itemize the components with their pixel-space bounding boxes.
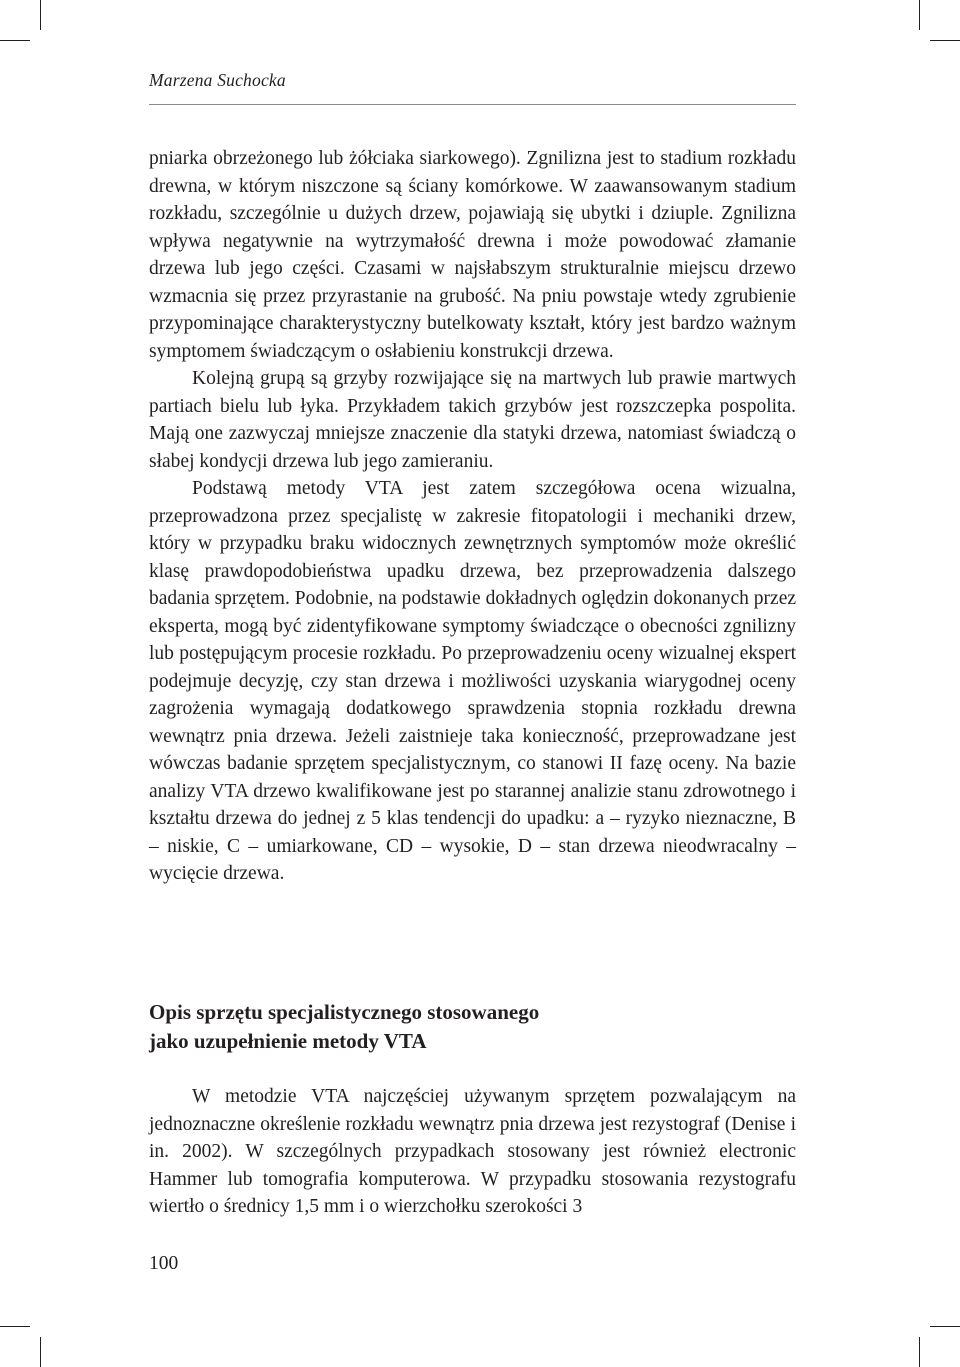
crop-mark-bottom-left: [40, 1337, 41, 1367]
running-head: Marzena Suchocka: [149, 70, 286, 90]
crop-mark-bottom-right: [919, 1337, 920, 1367]
crop-mark-left-top: [0, 40, 30, 41]
crop-mark-top-left: [40, 0, 41, 30]
crop-mark-left-bottom: [0, 1326, 30, 1327]
page-number: 100: [149, 1253, 179, 1274]
body-text: [149, 145, 796, 888]
section-heading: [149, 998, 796, 1055]
body-paragraph: pniarka obrzeżonego lub żółciaka siarkowego). Zgnilizna jest to stadium rozkładu drewna, w którym niszczone są ściany komórkowe. W zaawansowanym stadium rozkładu, szczególnie u dużych drzew, pojawiają się ubytki i dziuple. Zgnilizna wpływa negatywnie na wytrzymałość drewna i może powodować złamanie drzewa lub jego części. Czasami w najsłabszym strukturalnie miejscu drzewo wzmacnia się przez przyrastanie na grubość. Na pniu powstaje wtedy zgrubienie przypominające charakterystyczny butelkowaty kształt, który jest bardzo ważnym symptomem świadczącym o osłabieniu konstrukcji drzewa.: [149, 148, 796, 362]
section-heading-line: Opis sprzętu specjalistycznego stosowanego: [149, 1000, 540, 1024]
crop-mark-right-bottom: [930, 1326, 960, 1327]
body-paragraph: Podstawą metody VTA jest zatem szczegółowa ocena wizualna, przeprowadzona przez specjalistę w zakresie fitopatologii i mechaniki drzew, który w przypadku braku widocznych zewnętrznych symptomów może określić klasę prawdopodobieństwa upadku drzewa, bez przeprowadzenia dalszego badania sprzętem. Podobnie, na podstawie dokładnych oględzin dokonanych przez eksperta, mogą być zidentyfikowane symptomy świadczące o obecności zgnilizny lub postępującym procesie rozkładu. Po przeprowadzeniu oceny wizualnej ekspert podejmuje decyzję, czy stan drzewa i możliwości uzyskania wiarygodnej oceny zagrożenia wymagają dodatkowego sprawdzenia stopnia rozkładu drewna wewnątrz pnia drzewa. Jeżeli zaistnieje taka konieczność, przeprowadzane jest wówczas badanie sprzętem specjalistycznym, co stanowi II fazę oceny. Na bazie analizy VTA drzewo kwalifikowane jest po starannej analizie stanu zdrowotnego i kształtu drzewa do jednej z 5 klas tendencji do upadku: a – ryzyko nieznaczne, B – niskie, C – umiarkowane, CD – wysokie, D – stan drzewa nieodwracalny – wycięcie drzewa.: [149, 478, 796, 884]
crop-mark-top-right: [919, 0, 920, 30]
body-paragraph: Kolejną grupą są grzyby rozwijające się na martwych lub prawie martwych partiach bielu lub łyka. Przykładem takich grzybów jest rozszczepka pospolita. Mają one zazwyczaj mniejsze znaczenie dla statyki drzewa, natomiast świadczą o słabej kondycji drzewa lub jego zamieraniu.: [149, 368, 796, 472]
section-paragraph: W metodzie VTA najczęściej używanym sprzętem pozwalającym na jednoznaczne określenie rozkładu wewnątrz pnia drzewa jest rezystograf (Denise i in. 2002). W szczególnych przypadkach stosowany jest również electronic Hammer lub tomografia komputerowa. W przypadku stosowania rezystografu wiertło o średnicy 1,5 mm i o wierzchołku szerokości 3: [149, 1086, 796, 1217]
header-rule: [149, 104, 796, 105]
crop-mark-right-top: [930, 40, 960, 41]
section-heading-line: jako uzupełnienie metody VTA: [149, 1028, 427, 1053]
section-text: [149, 1083, 796, 1221]
